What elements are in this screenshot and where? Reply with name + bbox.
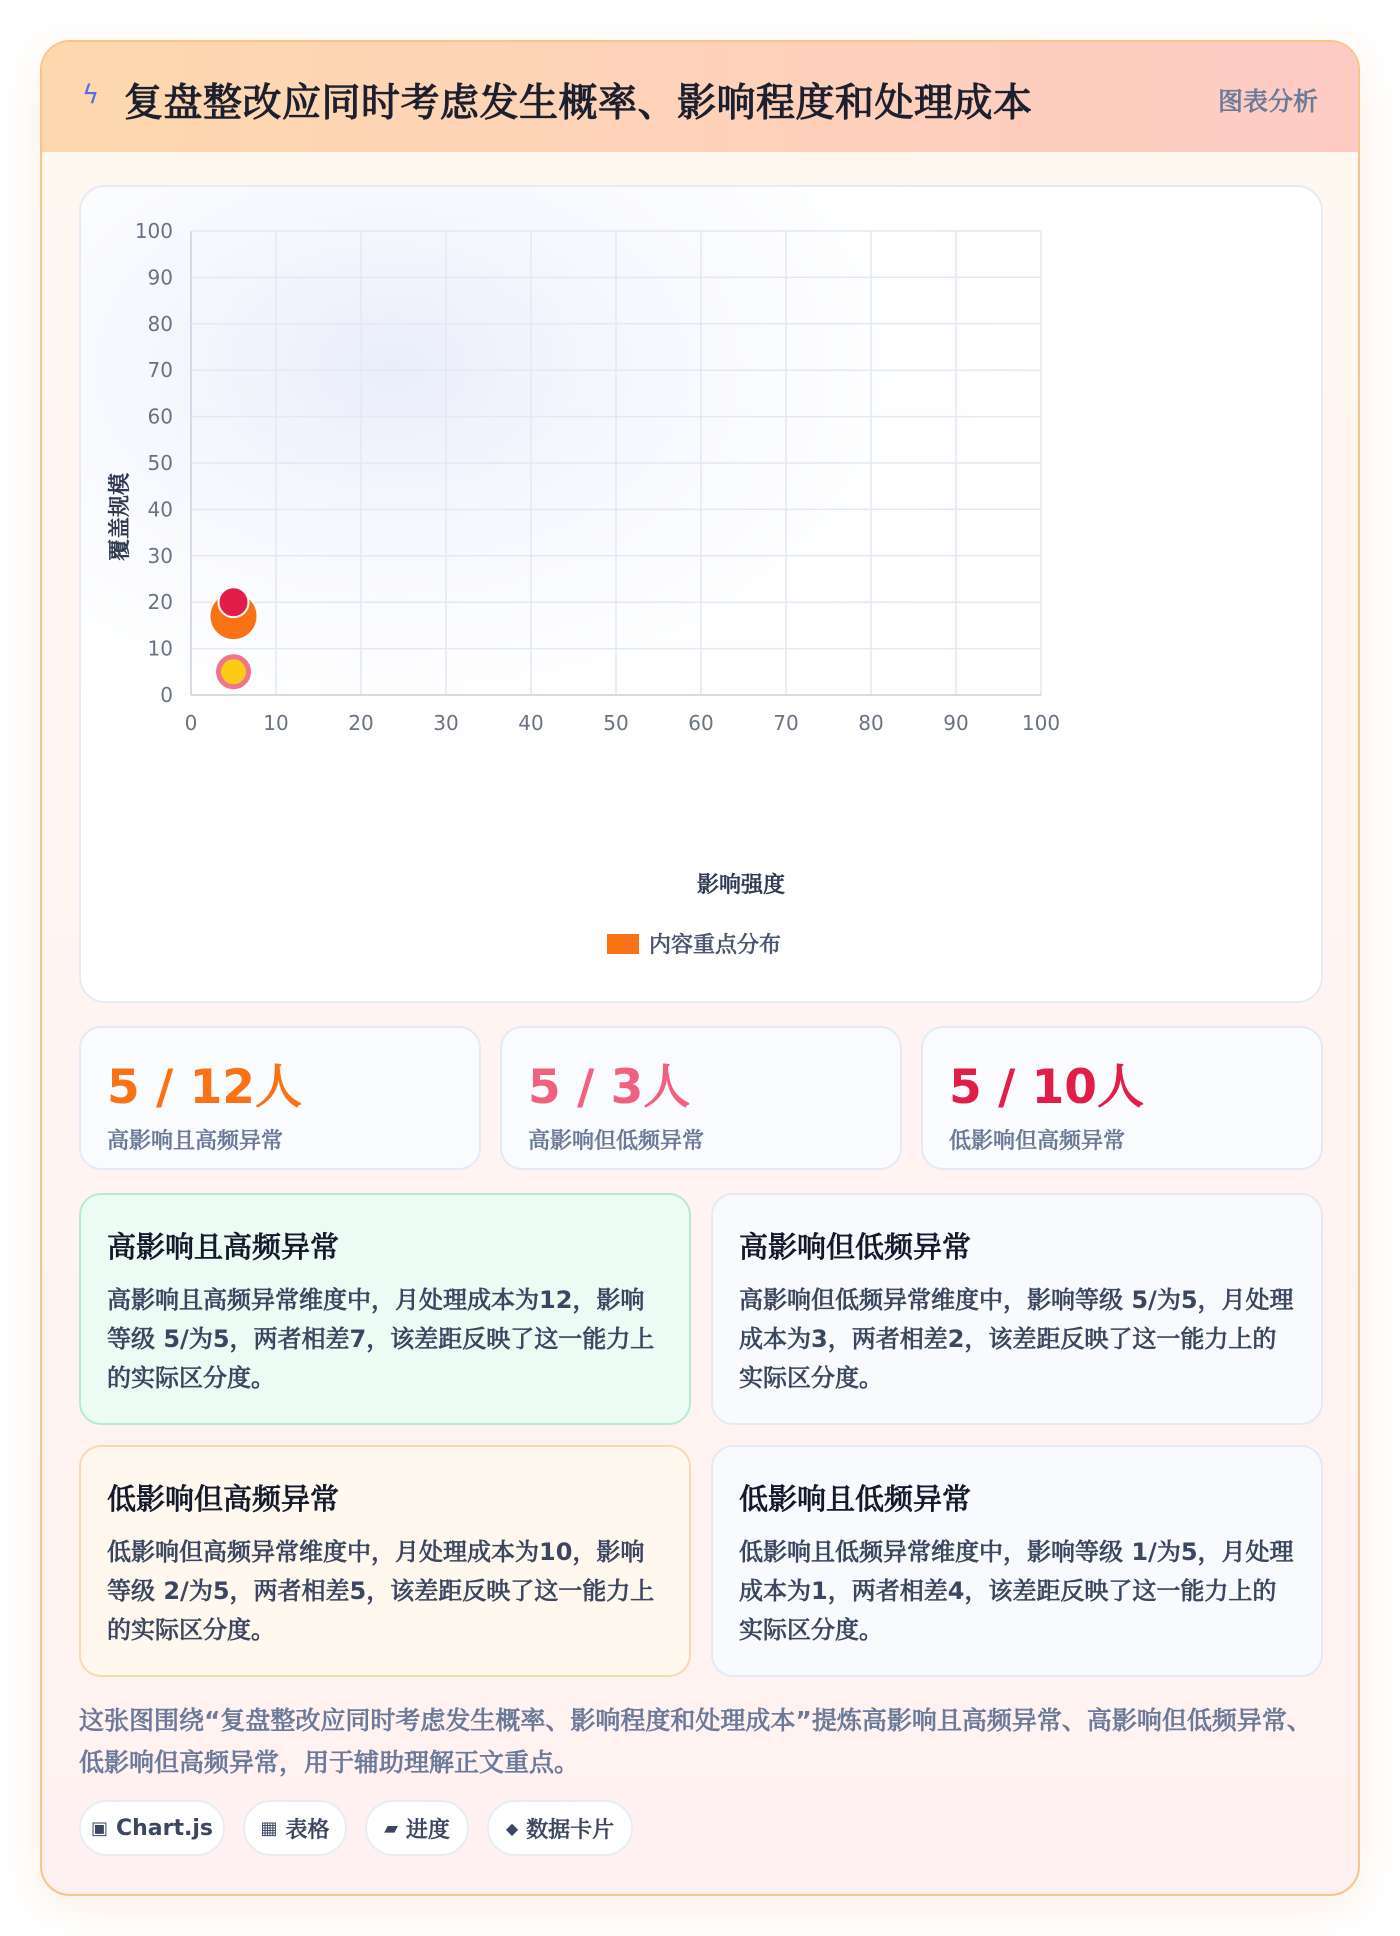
x-tick-label: 50: [603, 711, 629, 735]
stat-value: 5 / 12人: [107, 1060, 302, 1115]
card-header: [42, 42, 1358, 152]
pill-label: 数据卡片: [526, 1817, 615, 1843]
insight-title: 低影响且低频异常: [739, 1482, 972, 1516]
scatter-chart: [81, 187, 1323, 1003]
insight-title: 高影响但低频异常: [739, 1230, 972, 1264]
stat-card-2: [500, 1026, 902, 1170]
chart-card: [40, 40, 1360, 1896]
insight-card-1: [79, 1193, 691, 1425]
y-tick-label: 30: [147, 543, 173, 568]
y-tick-label: 50: [147, 451, 173, 475]
chart-panel: [79, 185, 1323, 1003]
x-tick-label: 20: [348, 711, 374, 735]
x-tick-label: 30: [433, 711, 459, 735]
y-tick-label: 10: [147, 636, 173, 661]
pill-label: Chart.js: [116, 1815, 214, 1841]
y-tick-label: 80: [147, 311, 173, 336]
scatter-point: [219, 587, 249, 617]
stat-label: 高影响但低频异常: [528, 1129, 705, 1154]
bolt-icon: ϟ: [82, 80, 100, 110]
y-tick-label: 20: [147, 590, 173, 615]
y-tick-label: 0: [160, 683, 173, 707]
y-tick-label: 40: [147, 497, 173, 522]
stat-card-3: [921, 1026, 1323, 1170]
insight-card-2: [711, 1193, 1323, 1425]
insight-text: 低影响且低频异常维度中，影响等级 1/为5，月处理成本为1，两者相差4，该差距反映了这一能力上的实际区分度。: [739, 1538, 1294, 1644]
x-tick-label: 60: [688, 711, 714, 735]
stat-value: 5 / 3人: [528, 1060, 691, 1115]
stat-label: 高影响且高频异常: [107, 1129, 284, 1154]
insight-title: 高影响且高频异常: [107, 1230, 340, 1264]
pill-progress[interactable]: [365, 1800, 469, 1856]
legend-label[interactable]: 内容重点分布: [649, 933, 782, 958]
x-tick-label: 10: [263, 711, 289, 735]
insight-title: 低影响但高频异常: [107, 1482, 340, 1516]
y-tick-label: 90: [147, 265, 173, 290]
x-tick-label: 90: [943, 711, 969, 735]
stat-label: 低影响但高频异常: [949, 1129, 1126, 1154]
insight-text: 低影响但高频异常维度中，月处理成本为10，影响等级 2/为5，两者相差5，该差距反映了这一能力上的实际区分度。: [107, 1538, 655, 1644]
y-axis-label: 覆盖规模: [108, 472, 133, 562]
summary-text: 这张图围绕“复盘整改应同时考虑发生概率、影响程度和处理成本”提炼高影响且高频异常、高影响但低频异常、低影响但高频异常，用于辅助理解正文重点。: [79, 1706, 1312, 1777]
chip-icon: ▣: [90, 1817, 108, 1839]
scatter-point: [219, 657, 249, 687]
insight-card-4: [711, 1445, 1323, 1677]
pill-data-card[interactable]: [487, 1800, 633, 1856]
x-tick-label: 40: [518, 711, 544, 735]
pill-table[interactable]: [243, 1800, 347, 1856]
chart-analysis-tag[interactable]: 图表分析: [1217, 87, 1318, 116]
insight-text: 高影响但低频异常维度中，影响等级 5/为5，月处理成本为3，两者相差2，该差距反映了这一能力上的实际区分度。: [739, 1286, 1294, 1392]
x-tick-label: 70: [773, 711, 799, 735]
x-axis-label: 影响强度: [696, 873, 786, 898]
stat-value: 5 / 10人: [949, 1060, 1144, 1115]
y-tick-label: 70: [147, 358, 173, 383]
insight-text: 高影响且高频异常维度中，月处理成本为12，影响等级 5/为5，两者相差7，该差距反映了这一能力上的实际区分度。: [107, 1286, 655, 1392]
y-tick-label: 60: [147, 404, 173, 429]
progress-icon: ▰: [384, 1817, 398, 1839]
x-tick-label: 0: [184, 711, 198, 735]
stat-card-1: [79, 1026, 481, 1170]
pill-label: 表格: [285, 1817, 330, 1843]
y-tick-label: 100: [134, 219, 173, 243]
x-tick-label: 100: [1021, 711, 1061, 735]
table-icon: ▦: [260, 1817, 278, 1839]
card-title: 复盘整改应同时考虑发生概率、影响程度和处理成本: [124, 81, 1033, 126]
pill-label: 进度: [405, 1817, 450, 1843]
insight-card-3: [79, 1445, 691, 1677]
pill-chartjs[interactable]: [79, 1800, 225, 1856]
legend-swatch[interactable]: [607, 934, 639, 954]
x-tick-label: 80: [858, 711, 884, 735]
diamond-icon: ◆: [505, 1818, 519, 1838]
